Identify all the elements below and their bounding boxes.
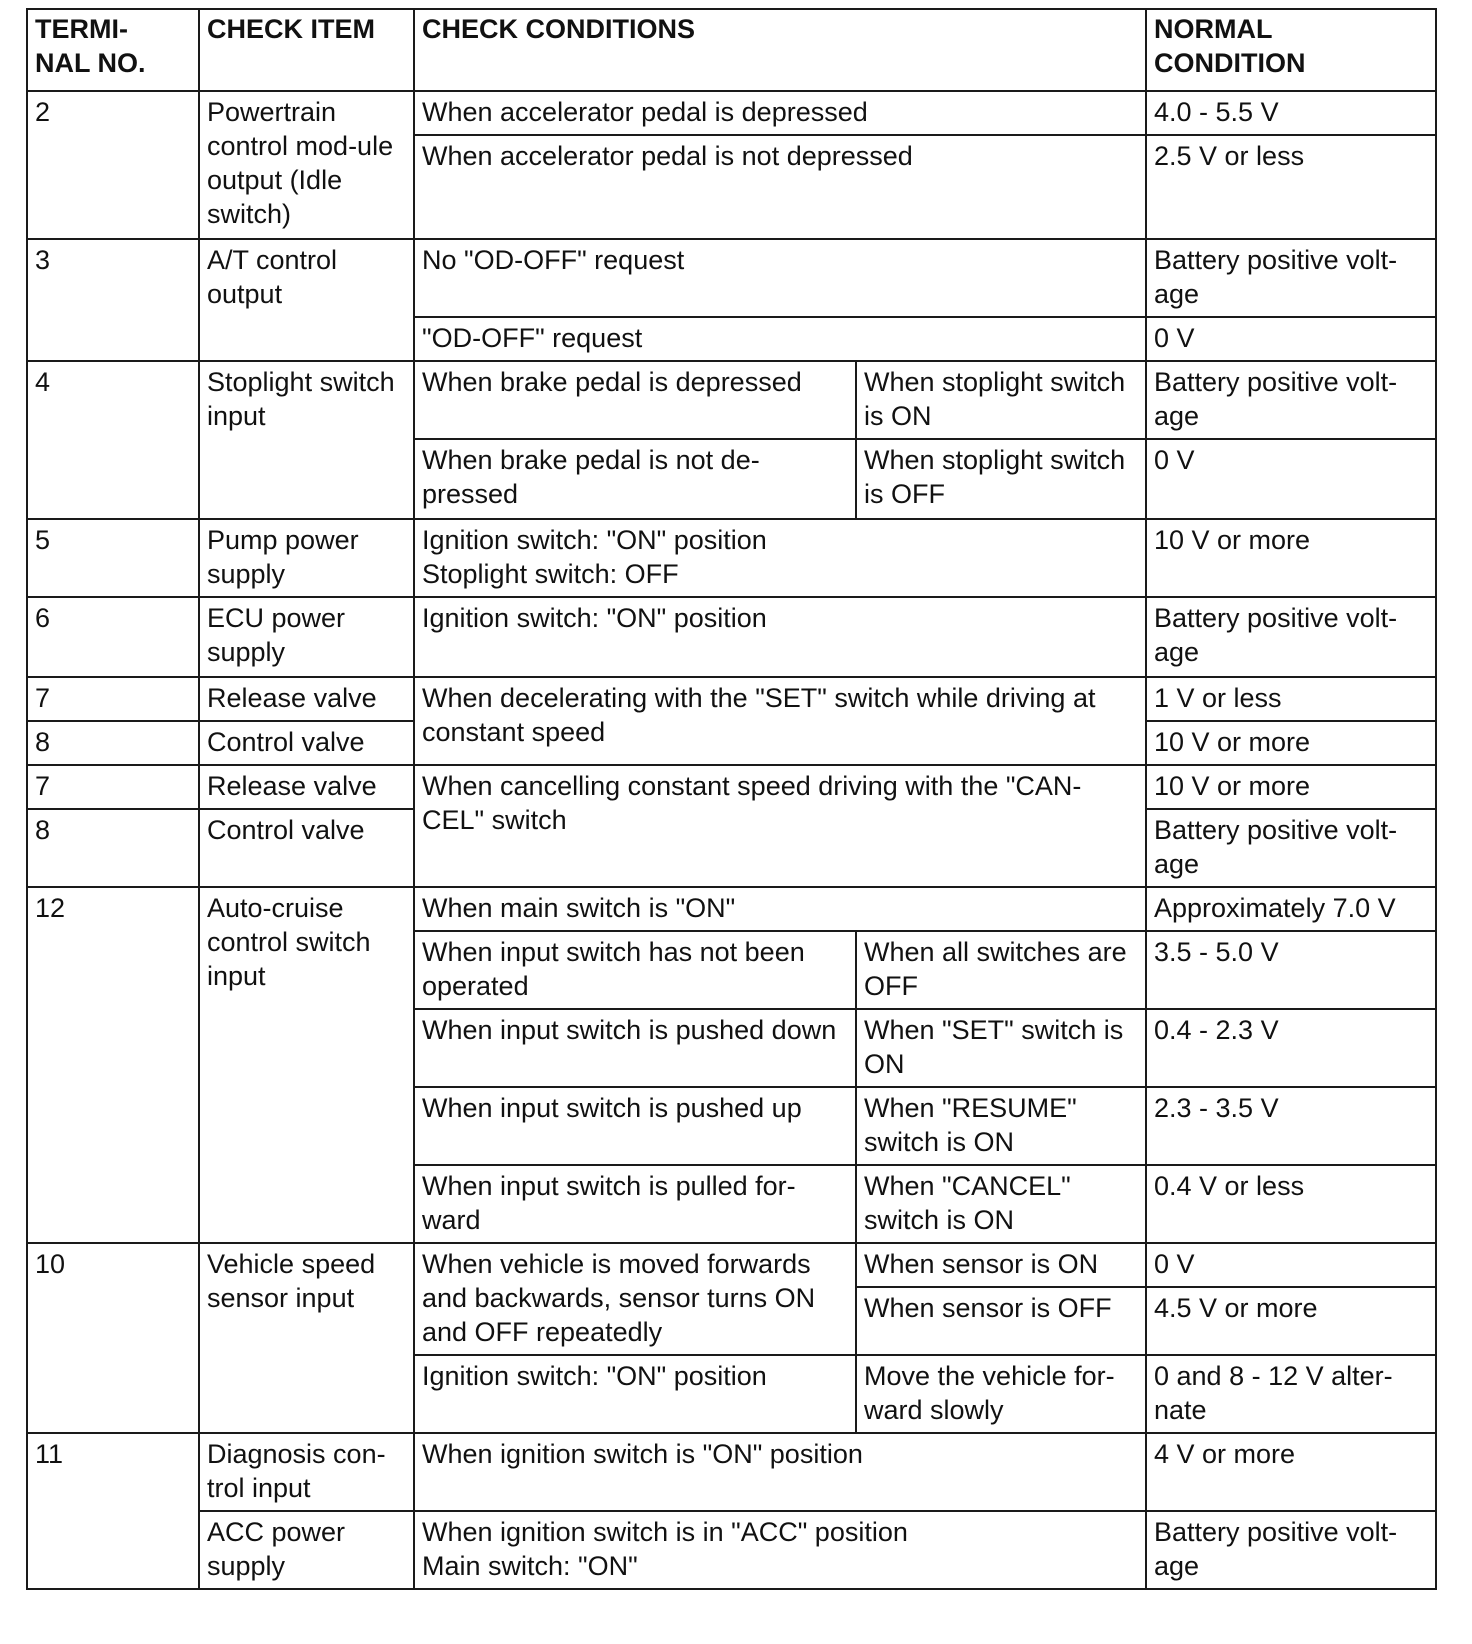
check-item-cell: Auto-cruise control switch input [199,887,414,1243]
table-header-row [27,9,1436,91]
sub-condition-cell: When "RESUME" switch is ON [856,1087,1146,1165]
sub-condition-cell: When stoplight switch is OFF [856,439,1146,519]
table-row [27,677,1436,721]
sub-condition-cell: Move the vehicle for-ward slowly [856,1355,1146,1433]
condition-cell: When accelerator pedal is not depressed [414,135,1146,239]
condition-cell: When input switch has not been operated [414,931,856,1009]
check-item-cell: Control valve [199,721,414,765]
condition-cell: When cancelling constant speed driving with the "CAN-CEL" switch [414,765,1146,887]
table-row [27,361,1436,439]
check-item-cell: ACC power supply [199,1511,414,1589]
normal-cell: Battery positive volt-age [1146,809,1436,887]
table-row [27,519,1436,597]
condition-cell: When decelerating with the "SET" switch while driving at constant speed [414,677,1146,765]
terminal-cell: 4 [27,361,199,519]
normal-cell: 4 V or more [1146,1433,1436,1511]
normal-cell: 2.3 - 3.5 V [1146,1087,1436,1165]
normal-cell: 1 V or less [1146,677,1436,721]
normal-cell: 0.4 - 2.3 V [1146,1009,1436,1087]
table-row [27,1243,1436,1287]
table-row [27,239,1436,317]
check-item-cell: Diagnosis con-trol input [199,1433,414,1511]
normal-cell: 0 V [1146,317,1436,361]
normal-cell: 0 V [1146,1243,1436,1287]
normal-cell: 3.5 - 5.0 V [1146,931,1436,1009]
terminal-cell: 10 [27,1243,199,1433]
normal-cell: 4.0 - 5.5 V [1146,91,1436,135]
normal-cell: Battery positive volt-age [1146,1511,1436,1589]
table-row [27,1433,1436,1511]
normal-cell: 0 V [1146,439,1436,519]
normal-cell: 2.5 V or less [1146,135,1436,239]
condition-cell: When input switch is pulled for-ward [414,1165,856,1243]
table-row [27,765,1436,809]
condition-cell: No "OD-OFF" request [414,239,1146,317]
check-item-cell: Powertrain control mod-ule output (Idle switch) [199,91,414,239]
terminal-cell: 3 [27,239,199,361]
terminal-cell: 11 [27,1433,199,1589]
normal-cell: 0 and 8 - 12 V alter-nate [1146,1355,1436,1433]
condition-cell: When input switch is pushed up [414,1087,856,1165]
condition-cell: Ignition switch: "ON" position [414,597,1146,677]
check-item-cell: Pump power supply [199,519,414,597]
condition-cell: When brake pedal is not de-pressed [414,439,856,519]
normal-cell: Battery positive volt-age [1146,239,1436,317]
normal-cell: Approximately 7.0 V [1146,887,1436,931]
sub-condition-cell: When all switches are OFF [856,931,1146,1009]
terminal-cell: 5 [27,519,199,597]
normal-cell: 10 V or more [1146,765,1436,809]
check-item-cell: Release valve [199,765,414,809]
sub-condition-cell: When "CANCEL" switch is ON [856,1165,1146,1243]
check-item-cell: Release valve [199,677,414,721]
table-row [27,887,1436,931]
terminal-cell: 8 [27,721,199,765]
table-row [27,91,1436,135]
terminal-cell: 12 [27,887,199,1243]
table-row [27,1511,1436,1589]
condition-cell: Ignition switch: "ON" position Stoplight switch: OFF [414,519,1146,597]
table-row [27,597,1436,677]
check-spec-table [26,8,1437,1590]
condition-cell: When vehicle is moved forwards and backwards, sensor turns ON and OFF repeatedly [414,1243,856,1355]
header-check-item: CHECK ITEM [199,9,414,91]
condition-cell: When ignition switch is in "ACC" position Main switch: "ON" [414,1511,1146,1589]
check-item-cell: Stoplight switch input [199,361,414,519]
condition-cell: When accelerator pedal is depressed [414,91,1146,135]
terminal-cell: 8 [27,809,199,887]
condition-cell: "OD-OFF" request [414,317,1146,361]
normal-cell: 10 V or more [1146,519,1436,597]
sub-condition-cell: When "SET" switch is ON [856,1009,1146,1087]
spec-table-wrapper [26,8,1437,1590]
terminal-cell: 7 [27,677,199,721]
sub-condition-cell: When stoplight switch is ON [856,361,1146,439]
condition-cell: When main switch is "ON" [414,887,1146,931]
condition-cell: When brake pedal is depressed [414,361,856,439]
normal-cell: 4.5 V or more [1146,1287,1436,1355]
normal-cell: Battery positive volt-age [1146,597,1436,677]
check-item-cell: ECU power supply [199,597,414,677]
header-terminal-no: TERMI- NAL NO. [27,9,199,91]
sub-condition-cell: When sensor is ON [856,1243,1146,1287]
condition-cell: When ignition switch is "ON" position [414,1433,1146,1511]
check-item-cell: Control valve [199,809,414,887]
check-item-cell: A/T control output [199,239,414,361]
terminal-cell: 6 [27,597,199,677]
normal-cell: Battery positive volt-age [1146,361,1436,439]
terminal-cell: 7 [27,765,199,809]
normal-cell: 10 V or more [1146,721,1436,765]
condition-cell: Ignition switch: "ON" position [414,1355,856,1433]
sub-condition-cell: When sensor is OFF [856,1287,1146,1355]
header-check-conditions: CHECK CONDITIONS [414,9,1146,91]
condition-cell: When input switch is pushed down [414,1009,856,1087]
normal-cell: 0.4 V or less [1146,1165,1436,1243]
check-item-cell: Vehicle speed sensor input [199,1243,414,1433]
header-normal-condition: NORMAL CONDITION [1146,9,1436,91]
terminal-cell: 2 [27,91,199,239]
